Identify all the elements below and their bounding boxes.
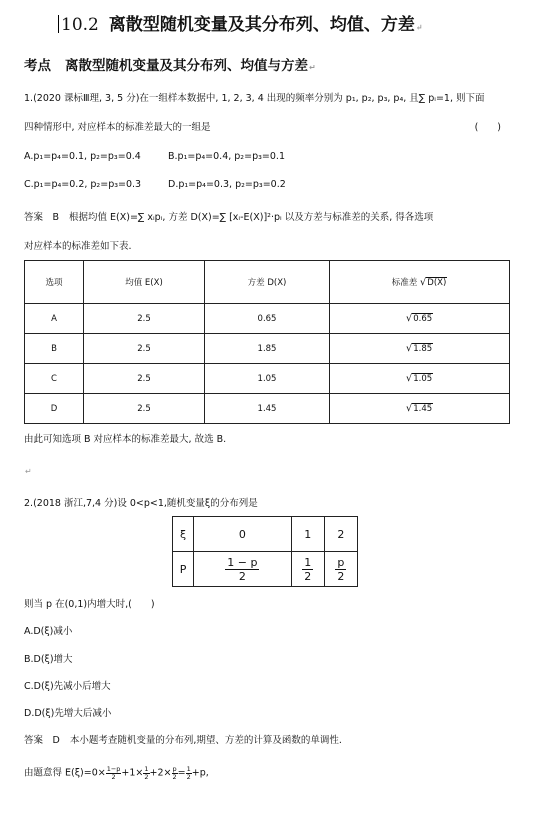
frac-den: 2 bbox=[238, 569, 246, 583]
cell-mean: 2.5 bbox=[84, 394, 205, 424]
frac-num: 1 bbox=[144, 765, 149, 773]
cell-p-0 bbox=[194, 552, 291, 587]
cell-option: D bbox=[25, 394, 84, 424]
frac-den: 2 bbox=[337, 569, 345, 583]
q2-answer-label: 答案 D bbox=[24, 735, 60, 746]
q1-stem-line1: 1.(2020 课标Ⅲ理, 3, 5 分)在一组样本数据中, 1, 2, 3, 4 出现的频率分别为 p₁, p₂, p₃, p₄, 且∑ pᵢ=1, 则下面 bbox=[24, 93, 485, 104]
q1-conclusion: 由此可知选项 B 对应样本的标准差最大, 故选 B. bbox=[24, 434, 227, 445]
cell-sd-value: 1.05 bbox=[413, 374, 433, 384]
cell-variance: 0.65 bbox=[205, 304, 330, 334]
cell-option: B bbox=[25, 334, 84, 364]
cell-xi-label: ξ bbox=[173, 517, 194, 552]
cell-variance: 1.45 bbox=[205, 394, 330, 424]
chapter-title: 10.2 离散型随机变量及其分布列、均值、方差↵ bbox=[58, 10, 423, 35]
cell-p-1 bbox=[291, 552, 324, 587]
cell-sd-value: 0.65 bbox=[413, 314, 433, 324]
chapter-title-text: 离散型随机变量及其分布列、均值、方差 bbox=[108, 15, 415, 35]
frac-den: 2 bbox=[111, 772, 116, 781]
q2-answer-line bbox=[24, 734, 519, 748]
q2-option-d: D.D(ξ)先增大后减小 bbox=[24, 708, 112, 719]
section-heading: 考点 离散型随机变量及其分布列、均值与方差↵ bbox=[24, 58, 316, 74]
calc-prefix: 由题意得 E(ξ)=0× bbox=[24, 767, 106, 779]
q1-answer-line bbox=[24, 211, 519, 225]
q2-answer-text: 本小题考查随机变量的分布列,期望、方差的计算及函数的单调性. bbox=[69, 735, 342, 746]
header-sd bbox=[330, 261, 510, 304]
q2-expectation-calc bbox=[24, 766, 519, 781]
cell-sd: √1.85 bbox=[330, 334, 510, 364]
q1-answer-line2: 对应样本的标准差如下表. bbox=[24, 241, 132, 252]
header-option: 选项 bbox=[25, 261, 84, 304]
q2-option-a: A.D(ξ)减小 bbox=[24, 626, 73, 637]
frac-num: 1 bbox=[186, 765, 191, 773]
q1-option-b: B.p₁=p₄=0.4, p₂=p₃=0.1 bbox=[168, 151, 285, 162]
q1-option-a: A.p₁=p₄=0.1, p₂=p₃=0.4 bbox=[24, 151, 141, 162]
cell-option: C bbox=[25, 364, 84, 394]
header-variance: 方差 D(X) bbox=[205, 261, 330, 304]
header-sd-label: 标准差 bbox=[391, 278, 418, 288]
cell-p-label: P bbox=[173, 552, 194, 587]
calc-part: +2× bbox=[149, 767, 172, 779]
table-row bbox=[25, 304, 510, 334]
calc-suffix: +p, bbox=[191, 767, 209, 779]
sqrt-symbol: √D(X) bbox=[419, 277, 447, 288]
cell-mean: 2.5 bbox=[84, 334, 205, 364]
cell-variance: 1.05 bbox=[205, 364, 330, 394]
header-mean: 均值 E(X) bbox=[84, 261, 205, 304]
q1-options-row2 bbox=[24, 178, 519, 192]
q2-question: 则当 p 在(0,1)内增大时,( ) bbox=[24, 599, 155, 610]
frac-den: 2 bbox=[172, 772, 177, 781]
q1-stem-line2-text: 四种情形中, 对应样本的标准差最大的一组是 bbox=[24, 122, 211, 133]
table-row bbox=[25, 394, 510, 424]
section-label: 考点 bbox=[24, 58, 51, 74]
table-row bbox=[173, 517, 358, 552]
frac-num: 1−p bbox=[106, 765, 121, 773]
cell-sd: √0.65 bbox=[330, 304, 510, 334]
q2-distribution-table bbox=[172, 516, 358, 587]
frac-den: 2 bbox=[186, 772, 191, 781]
cell-xi-2: 2 bbox=[324, 517, 357, 552]
q1-stem-line2 bbox=[24, 121, 519, 135]
empty-paragraph: ↵ bbox=[25, 467, 32, 476]
cell-p-2 bbox=[324, 552, 357, 587]
table-row bbox=[25, 334, 510, 364]
q1-sd-table bbox=[24, 260, 510, 424]
cell-xi-1: 1 bbox=[291, 517, 324, 552]
cell-sd: √1.05 bbox=[330, 364, 510, 394]
frac-num: 1 − p bbox=[227, 555, 258, 569]
table-row bbox=[173, 552, 358, 587]
q1-answer-label: 答案 B bbox=[24, 212, 60, 223]
q1-option-d: D.p₁=p₄=0.3, p₂=p₃=0.2 bbox=[168, 179, 286, 190]
cell-xi-0: 0 bbox=[194, 517, 291, 552]
header-sd-arg: D(X) bbox=[427, 278, 447, 288]
q1-option-c: C.p₁=p₄=0.2, p₂=p₃=0.3 bbox=[24, 179, 142, 190]
frac-num: 1 bbox=[304, 555, 312, 569]
cell-sd-value: 1.85 bbox=[413, 344, 433, 354]
text-cursor bbox=[58, 15, 59, 33]
cell-mean: 2.5 bbox=[84, 304, 205, 334]
q2-option-c: C.D(ξ)先减小后增大 bbox=[24, 681, 111, 692]
q1-options-row1 bbox=[24, 150, 519, 164]
cell-variance: 1.85 bbox=[205, 334, 330, 364]
calc-part: +1× bbox=[121, 767, 144, 779]
frac-num: p bbox=[172, 765, 177, 773]
cell-sd-value: 1.45 bbox=[413, 404, 433, 414]
frac-den: 2 bbox=[144, 772, 149, 781]
section-text: 离散型随机变量及其分布列、均值与方差 bbox=[65, 58, 308, 74]
table-row bbox=[25, 364, 510, 394]
cell-sd: √1.45 bbox=[330, 394, 510, 424]
calc-part: = bbox=[177, 767, 186, 779]
q2-option-b: B.D(ξ)增大 bbox=[24, 654, 73, 665]
q2-stem: 2.(2018 浙江,7,4 分)设 0<p<1,随机变量ξ的分布列是 bbox=[24, 498, 258, 509]
chapter-number: 10.2 bbox=[61, 15, 99, 35]
cell-option: A bbox=[25, 304, 84, 334]
frac-num: p bbox=[337, 555, 345, 569]
frac-den: 2 bbox=[304, 569, 312, 583]
cell-mean: 2.5 bbox=[84, 364, 205, 394]
table-header-row bbox=[25, 261, 510, 304]
q1-answer-text: 根据均值 E(X)=∑ xᵢpᵢ, 方差 D(X)=∑ [xᵢ-E(X)]²·pᵢ 以及方差与标准差的关系, 得各选项 bbox=[69, 212, 434, 223]
q1-answer-paren: ( ) bbox=[474, 122, 501, 133]
